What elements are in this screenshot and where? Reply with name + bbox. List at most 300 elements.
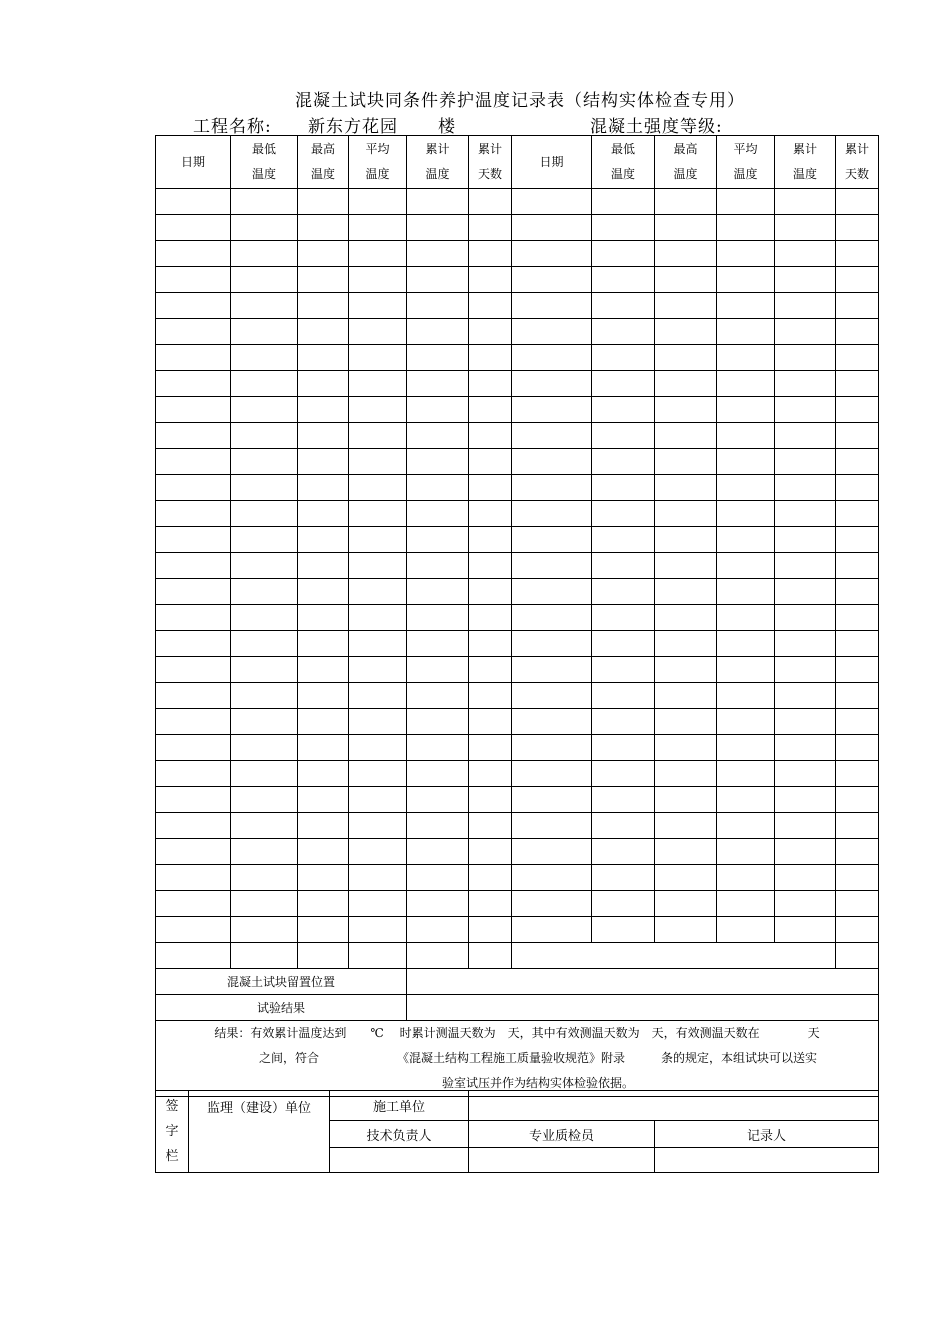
table-cell[interactable]	[156, 579, 231, 605]
table-cell[interactable]	[231, 475, 298, 501]
table-cell[interactable]	[349, 189, 407, 215]
table-cell[interactable]	[407, 787, 469, 813]
table-cell[interactable]	[349, 345, 407, 371]
table-cell[interactable]	[717, 813, 775, 839]
table-cell[interactable]	[775, 631, 836, 657]
table-cell[interactable]	[156, 553, 231, 579]
table-cell[interactable]	[717, 787, 775, 813]
table-cell[interactable]	[298, 865, 349, 891]
table-cell[interactable]	[717, 605, 775, 631]
table-cell[interactable]	[512, 397, 592, 423]
table-cell[interactable]	[775, 267, 836, 293]
table-cell[interactable]	[407, 631, 469, 657]
table-cell[interactable]	[512, 683, 592, 709]
table-cell[interactable]	[717, 631, 775, 657]
recorder-signature[interactable]	[655, 1148, 879, 1173]
table-cell[interactable]	[156, 319, 231, 345]
table-cell[interactable]	[512, 449, 592, 475]
table-cell[interactable]	[836, 579, 879, 605]
table-cell[interactable]	[717, 683, 775, 709]
table-cell[interactable]	[775, 241, 836, 267]
table-cell[interactable]	[156, 657, 231, 683]
table-cell[interactable]	[469, 371, 512, 397]
table-cell[interactable]	[512, 527, 592, 553]
table-cell[interactable]	[512, 579, 592, 605]
table-cell[interactable]	[469, 735, 512, 761]
table-cell[interactable]	[298, 839, 349, 865]
table-cell[interactable]	[349, 657, 407, 683]
table-cell[interactable]	[775, 553, 836, 579]
table-cell[interactable]	[231, 345, 298, 371]
table-cell[interactable]	[775, 319, 836, 345]
table-cell[interactable]	[349, 423, 407, 449]
table-cell[interactable]	[717, 553, 775, 579]
table-cell[interactable]	[349, 475, 407, 501]
table-cell[interactable]	[775, 813, 836, 839]
contractor-value[interactable]	[469, 1091, 879, 1121]
table-cell[interactable]	[655, 917, 717, 943]
table-cell[interactable]	[349, 839, 407, 865]
table-cell[interactable]	[512, 839, 592, 865]
table-cell[interactable]	[469, 501, 512, 527]
table-cell[interactable]	[512, 501, 592, 527]
table-cell[interactable]	[469, 475, 512, 501]
table-cell[interactable]	[717, 475, 775, 501]
table-cell[interactable]	[407, 527, 469, 553]
table-cell[interactable]	[156, 501, 231, 527]
table-cell[interactable]	[469, 215, 512, 241]
table-cell[interactable]	[231, 371, 298, 397]
table-cell[interactable]	[592, 683, 655, 709]
table-cell[interactable]	[156, 423, 231, 449]
table-cell[interactable]	[592, 527, 655, 553]
table-cell[interactable]	[655, 813, 717, 839]
table-cell[interactable]	[469, 189, 512, 215]
table-cell[interactable]	[349, 605, 407, 631]
table-cell[interactable]	[231, 527, 298, 553]
table-cell[interactable]	[775, 683, 836, 709]
table-cell[interactable]	[717, 709, 775, 735]
table-cell[interactable]	[407, 891, 469, 917]
table-cell[interactable]	[469, 891, 512, 917]
table-cell[interactable]	[592, 241, 655, 267]
table-cell[interactable]	[231, 605, 298, 631]
table-cell[interactable]	[407, 501, 469, 527]
table-cell[interactable]	[717, 527, 775, 553]
table-cell[interactable]	[775, 527, 836, 553]
table-cell[interactable]	[407, 319, 469, 345]
table-cell[interactable]	[231, 501, 298, 527]
table-cell[interactable]	[349, 891, 407, 917]
table-cell[interactable]	[156, 891, 231, 917]
table-cell[interactable]	[349, 709, 407, 735]
table-cell[interactable]	[717, 319, 775, 345]
table-cell[interactable]	[717, 397, 775, 423]
table-cell[interactable]	[512, 553, 592, 579]
table-cell[interactable]	[775, 397, 836, 423]
table-cell[interactable]	[407, 449, 469, 475]
table-cell[interactable]	[592, 891, 655, 917]
table-cell[interactable]	[655, 761, 717, 787]
table-cell[interactable]	[231, 215, 298, 241]
table-cell[interactable]	[298, 527, 349, 553]
table-cell[interactable]	[349, 917, 407, 943]
table-cell[interactable]	[231, 657, 298, 683]
table-cell[interactable]	[231, 943, 298, 969]
table-cell[interactable]	[407, 657, 469, 683]
table-cell[interactable]	[407, 579, 469, 605]
table-cell[interactable]	[775, 865, 836, 891]
table-cell[interactable]	[512, 943, 836, 969]
specimen-location-value[interactable]	[407, 969, 879, 995]
table-cell[interactable]	[775, 579, 836, 605]
inspector-signature[interactable]	[469, 1148, 655, 1173]
table-cell[interactable]	[836, 605, 879, 631]
table-cell[interactable]	[592, 371, 655, 397]
table-cell[interactable]	[231, 709, 298, 735]
table-cell[interactable]	[298, 605, 349, 631]
table-cell[interactable]	[655, 423, 717, 449]
table-cell[interactable]	[512, 345, 592, 371]
table-cell[interactable]	[512, 709, 592, 735]
table-cell[interactable]	[349, 813, 407, 839]
table-cell[interactable]	[655, 267, 717, 293]
table-cell[interactable]	[231, 241, 298, 267]
table-cell[interactable]	[592, 319, 655, 345]
table-cell[interactable]	[298, 501, 349, 527]
table-cell[interactable]	[775, 371, 836, 397]
table-cell[interactable]	[592, 605, 655, 631]
table-cell[interactable]	[349, 943, 407, 969]
table-cell[interactable]	[407, 943, 469, 969]
table-cell[interactable]	[775, 735, 836, 761]
table-cell[interactable]	[469, 631, 512, 657]
table-cell[interactable]	[349, 293, 407, 319]
table-cell[interactable]	[156, 371, 231, 397]
table-cell[interactable]	[298, 345, 349, 371]
table-cell[interactable]	[298, 215, 349, 241]
table-cell[interactable]	[512, 371, 592, 397]
table-cell[interactable]	[836, 761, 879, 787]
table-cell[interactable]	[655, 735, 717, 761]
table-cell[interactable]	[469, 345, 512, 371]
table-cell[interactable]	[469, 527, 512, 553]
table-cell[interactable]	[655, 371, 717, 397]
table-cell[interactable]	[775, 891, 836, 917]
table-cell[interactable]	[717, 865, 775, 891]
table-cell[interactable]	[156, 839, 231, 865]
table-cell[interactable]	[775, 345, 836, 371]
table-cell[interactable]	[407, 813, 469, 839]
table-cell[interactable]	[592, 917, 655, 943]
table-cell[interactable]	[836, 709, 879, 735]
table-cell[interactable]	[231, 267, 298, 293]
table-cell[interactable]	[717, 761, 775, 787]
table-cell[interactable]	[469, 293, 512, 319]
table-cell[interactable]	[717, 345, 775, 371]
table-cell[interactable]	[231, 189, 298, 215]
table-cell[interactable]	[407, 761, 469, 787]
table-cell[interactable]	[349, 449, 407, 475]
table-cell[interactable]	[512, 917, 592, 943]
table-cell[interactable]	[717, 371, 775, 397]
table-cell[interactable]	[717, 189, 775, 215]
test-result-value[interactable]	[407, 995, 879, 1021]
table-cell[interactable]	[512, 267, 592, 293]
table-cell[interactable]	[469, 917, 512, 943]
table-cell[interactable]	[407, 683, 469, 709]
table-cell[interactable]	[775, 787, 836, 813]
table-cell[interactable]	[836, 267, 879, 293]
table-cell[interactable]	[655, 579, 717, 605]
table-cell[interactable]	[836, 631, 879, 657]
table-cell[interactable]	[836, 527, 879, 553]
table-cell[interactable]	[298, 735, 349, 761]
table-cell[interactable]	[407, 475, 469, 501]
table-cell[interactable]	[349, 267, 407, 293]
table-cell[interactable]	[469, 579, 512, 605]
table-cell[interactable]	[655, 891, 717, 917]
table-cell[interactable]	[231, 891, 298, 917]
table-cell[interactable]	[298, 423, 349, 449]
table-cell[interactable]	[836, 449, 879, 475]
table-cell[interactable]	[407, 189, 469, 215]
table-cell[interactable]	[407, 605, 469, 631]
table-cell[interactable]	[717, 267, 775, 293]
table-cell[interactable]	[592, 631, 655, 657]
table-cell[interactable]	[469, 865, 512, 891]
table-cell[interactable]	[231, 813, 298, 839]
table-cell[interactable]	[407, 839, 469, 865]
table-cell[interactable]	[469, 397, 512, 423]
table-cell[interactable]	[775, 657, 836, 683]
table-cell[interactable]	[156, 449, 231, 475]
table-cell[interactable]	[836, 917, 879, 943]
table-cell[interactable]	[775, 709, 836, 735]
table-cell[interactable]	[836, 293, 879, 319]
table-cell[interactable]	[592, 865, 655, 891]
table-cell[interactable]	[298, 553, 349, 579]
table-cell[interactable]	[298, 891, 349, 917]
table-cell[interactable]	[469, 839, 512, 865]
table-cell[interactable]	[349, 215, 407, 241]
table-cell[interactable]	[655, 631, 717, 657]
table-cell[interactable]	[298, 241, 349, 267]
table-cell[interactable]	[592, 787, 655, 813]
table-cell[interactable]	[512, 631, 592, 657]
table-cell[interactable]	[469, 605, 512, 631]
table-cell[interactable]	[836, 397, 879, 423]
table-cell[interactable]	[512, 293, 592, 319]
table-cell[interactable]	[407, 423, 469, 449]
table-cell[interactable]	[156, 527, 231, 553]
table-cell[interactable]	[592, 735, 655, 761]
table-cell[interactable]	[836, 215, 879, 241]
table-cell[interactable]	[231, 579, 298, 605]
table-cell[interactable]	[407, 917, 469, 943]
table-cell[interactable]	[156, 215, 231, 241]
table-cell[interactable]	[655, 709, 717, 735]
table-cell[interactable]	[349, 241, 407, 267]
table-cell[interactable]	[231, 917, 298, 943]
table-cell[interactable]	[775, 423, 836, 449]
table-cell[interactable]	[512, 735, 592, 761]
table-cell[interactable]	[775, 761, 836, 787]
table-cell[interactable]	[231, 397, 298, 423]
table-cell[interactable]	[298, 709, 349, 735]
table-cell[interactable]	[469, 449, 512, 475]
table-cell[interactable]	[156, 917, 231, 943]
table-cell[interactable]	[298, 267, 349, 293]
table-cell[interactable]	[836, 839, 879, 865]
table-cell[interactable]	[156, 943, 231, 969]
table-cell[interactable]	[775, 293, 836, 319]
table-cell[interactable]	[775, 475, 836, 501]
table-cell[interactable]	[298, 449, 349, 475]
table-cell[interactable]	[349, 579, 407, 605]
table-cell[interactable]	[469, 553, 512, 579]
table-cell[interactable]	[836, 501, 879, 527]
table-cell[interactable]	[775, 215, 836, 241]
table-cell[interactable]	[156, 761, 231, 787]
table-cell[interactable]	[156, 631, 231, 657]
table-cell[interactable]	[156, 813, 231, 839]
table-cell[interactable]	[655, 449, 717, 475]
table-cell[interactable]	[156, 267, 231, 293]
table-cell[interactable]	[655, 397, 717, 423]
table-cell[interactable]	[836, 657, 879, 683]
table-cell[interactable]	[512, 215, 592, 241]
table-cell[interactable]	[231, 631, 298, 657]
table-cell[interactable]	[655, 501, 717, 527]
table-cell[interactable]	[592, 449, 655, 475]
table-cell[interactable]	[836, 683, 879, 709]
table-cell[interactable]	[298, 293, 349, 319]
table-cell[interactable]	[592, 475, 655, 501]
table-cell[interactable]	[655, 657, 717, 683]
table-cell[interactable]	[592, 579, 655, 605]
supervisor-signature[interactable]	[189, 1121, 330, 1173]
table-cell[interactable]	[298, 943, 349, 969]
table-cell[interactable]	[469, 813, 512, 839]
table-cell[interactable]	[469, 683, 512, 709]
table-cell[interactable]	[349, 631, 407, 657]
table-cell[interactable]	[231, 319, 298, 345]
table-cell[interactable]	[349, 501, 407, 527]
table-cell[interactable]	[231, 839, 298, 865]
table-cell[interactable]	[592, 553, 655, 579]
table-cell[interactable]	[836, 345, 879, 371]
table-cell[interactable]	[298, 631, 349, 657]
table-cell[interactable]	[469, 761, 512, 787]
table-cell[interactable]	[156, 241, 231, 267]
table-cell[interactable]	[717, 735, 775, 761]
table-cell[interactable]	[512, 787, 592, 813]
table-cell[interactable]	[592, 189, 655, 215]
table-cell[interactable]	[231, 735, 298, 761]
table-cell[interactable]	[349, 787, 407, 813]
table-cell[interactable]	[469, 319, 512, 345]
table-cell[interactable]	[349, 683, 407, 709]
table-cell[interactable]	[592, 397, 655, 423]
table-cell[interactable]	[156, 605, 231, 631]
table-cell[interactable]	[592, 215, 655, 241]
table-cell[interactable]	[836, 371, 879, 397]
table-cell[interactable]	[512, 891, 592, 917]
table-cell[interactable]	[407, 865, 469, 891]
table-cell[interactable]	[349, 527, 407, 553]
table-cell[interactable]	[775, 917, 836, 943]
table-cell[interactable]	[469, 657, 512, 683]
table-cell[interactable]	[298, 813, 349, 839]
table-cell[interactable]	[655, 683, 717, 709]
table-cell[interactable]	[156, 683, 231, 709]
table-cell[interactable]	[836, 553, 879, 579]
table-cell[interactable]	[717, 657, 775, 683]
table-cell[interactable]	[655, 553, 717, 579]
table-cell[interactable]	[469, 787, 512, 813]
table-cell[interactable]	[655, 527, 717, 553]
table-cell[interactable]	[407, 709, 469, 735]
table-cell[interactable]	[298, 683, 349, 709]
table-cell[interactable]	[775, 605, 836, 631]
table-cell[interactable]	[407, 345, 469, 371]
table-cell[interactable]	[512, 241, 592, 267]
table-cell[interactable]	[231, 293, 298, 319]
table-cell[interactable]	[836, 891, 879, 917]
table-cell[interactable]	[407, 553, 469, 579]
table-cell[interactable]	[836, 943, 879, 969]
table-cell[interactable]	[407, 293, 469, 319]
table-cell[interactable]	[156, 735, 231, 761]
table-cell[interactable]	[655, 319, 717, 345]
table-cell[interactable]	[298, 657, 349, 683]
table-cell[interactable]	[512, 761, 592, 787]
table-cell[interactable]	[298, 787, 349, 813]
table-cell[interactable]	[655, 345, 717, 371]
table-cell[interactable]	[655, 865, 717, 891]
table-cell[interactable]	[655, 241, 717, 267]
table-cell[interactable]	[469, 423, 512, 449]
table-cell[interactable]	[407, 267, 469, 293]
table-cell[interactable]	[592, 709, 655, 735]
table-cell[interactable]	[836, 813, 879, 839]
table-cell[interactable]	[717, 579, 775, 605]
table-cell[interactable]	[592, 345, 655, 371]
table-cell[interactable]	[775, 839, 836, 865]
table-cell[interactable]	[512, 189, 592, 215]
table-cell[interactable]	[655, 215, 717, 241]
table-cell[interactable]	[655, 839, 717, 865]
table-cell[interactable]	[836, 735, 879, 761]
table-cell[interactable]	[231, 865, 298, 891]
table-cell[interactable]	[349, 319, 407, 345]
table-cell[interactable]	[156, 865, 231, 891]
table-cell[interactable]	[231, 553, 298, 579]
tech-lead-signature[interactable]	[330, 1148, 469, 1173]
table-cell[interactable]	[512, 865, 592, 891]
table-cell[interactable]	[469, 267, 512, 293]
table-cell[interactable]	[156, 345, 231, 371]
table-cell[interactable]	[512, 475, 592, 501]
table-cell[interactable]	[349, 865, 407, 891]
table-cell[interactable]	[592, 761, 655, 787]
table-cell[interactable]	[655, 605, 717, 631]
table-cell[interactable]	[655, 787, 717, 813]
table-cell[interactable]	[298, 917, 349, 943]
table-cell[interactable]	[298, 319, 349, 345]
table-cell[interactable]	[512, 813, 592, 839]
